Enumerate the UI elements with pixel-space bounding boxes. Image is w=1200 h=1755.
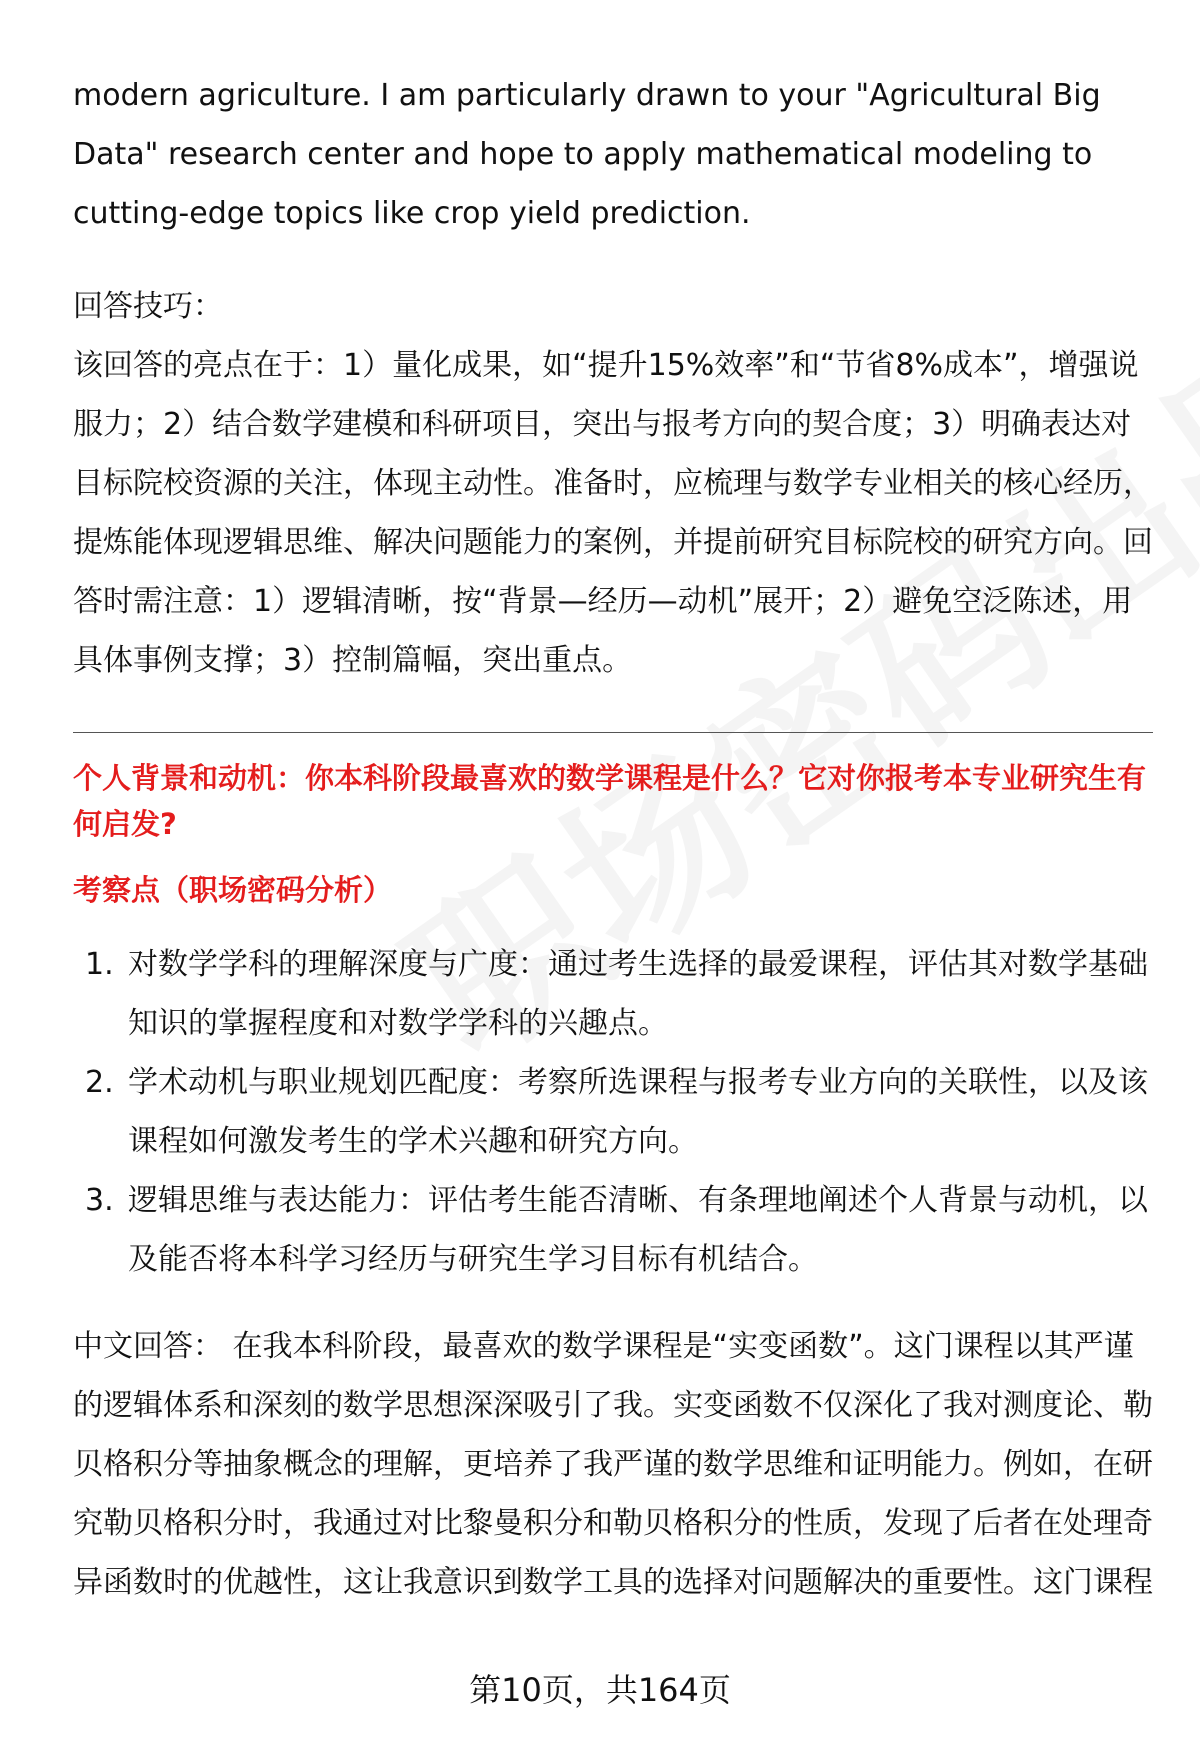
- list-item: [73, 1171, 1153, 1289]
- list-item-text: 对数学学科的理解深度与广度：通过考生选择的最爱课程，评估其对数学基础知识的掌握程度和对数学学科的兴趣点。: [128, 947, 1148, 1041]
- question-heading: 个人背景和动机：你本科阶段最喜欢的数学课程是什么？它对你报考本专业研究生有何启发?: [73, 761, 1147, 841]
- list-item-text: 学术动机与职业规划匹配度：考察所选课程与报考专业方向的关联性，以及该课程如何激发考生的学术兴趣和研究方向。: [128, 1065, 1148, 1159]
- list-item: [73, 935, 1153, 1053]
- page-number: 第10页，共164页: [469, 1671, 731, 1709]
- page-content: [73, 66, 1153, 1612]
- section-divider: [73, 732, 1153, 733]
- list-item-number: 1.: [85, 947, 114, 982]
- list-item-number: 3.: [85, 1183, 114, 1218]
- kaocha-heading: 考察点（职场密码分析）: [73, 873, 393, 907]
- answer-paragraph: 中文回答： 在我本科阶段，最喜欢的数学课程是“实变函数”。这门课程以其严谨的逻辑体系和深刻的数学思想深深吸引了我。实变函数不仅深化了我对测度论、勒贝格积分等抽象概念的理解，更培养了我严谨的数学思维和证明能力。例如，在研究勒贝格积分时，我通过对比黎曼积分和勒贝格积分的性质，发现了后者在处理奇异函数时的优越性，这让我意识到数学工具的选择对问题解决的重要性。这门课程: [73, 1329, 1153, 1600]
- tips-body: 该回答的亮点在于：1）量化成果，如“提升15%效率”和“节省8%成本”，增强说服力；2）结合数学建模和科研项目，突出与报考方向的契合度；3）明确表达对目标院校资源的关注，体现主动性。准备时，应梳理与数学专业相关的核心经历，提炼能体现逻辑思维、解决问题能力的案例，并提前研究目标院校的研究方向。回答时需注意：1）逻辑清晰，按“背景—经历—动机”展开；2）避免空泛陈述，用具体事例支撑；3）控制篇幅，突出重点。: [73, 348, 1153, 678]
- list-item-text: 逻辑思维与表达能力：评估考生能否清晰、有条理地阐述个人背景与动机，以及能否将本科学习经历与研究生学习目标有机结合。: [128, 1183, 1148, 1277]
- intro-paragraph: modern agriculture. I am particularly drawn to your "Agricultural Big Data" research center and hope to apply mathematical modeling to cutting-edge topics like crop yield prediction.: [73, 78, 1101, 231]
- list-item: [73, 1053, 1153, 1171]
- points-list: [73, 935, 1153, 1289]
- tips-heading: 回答技巧：: [73, 289, 223, 324]
- list-item-number: 2.: [85, 1065, 114, 1100]
